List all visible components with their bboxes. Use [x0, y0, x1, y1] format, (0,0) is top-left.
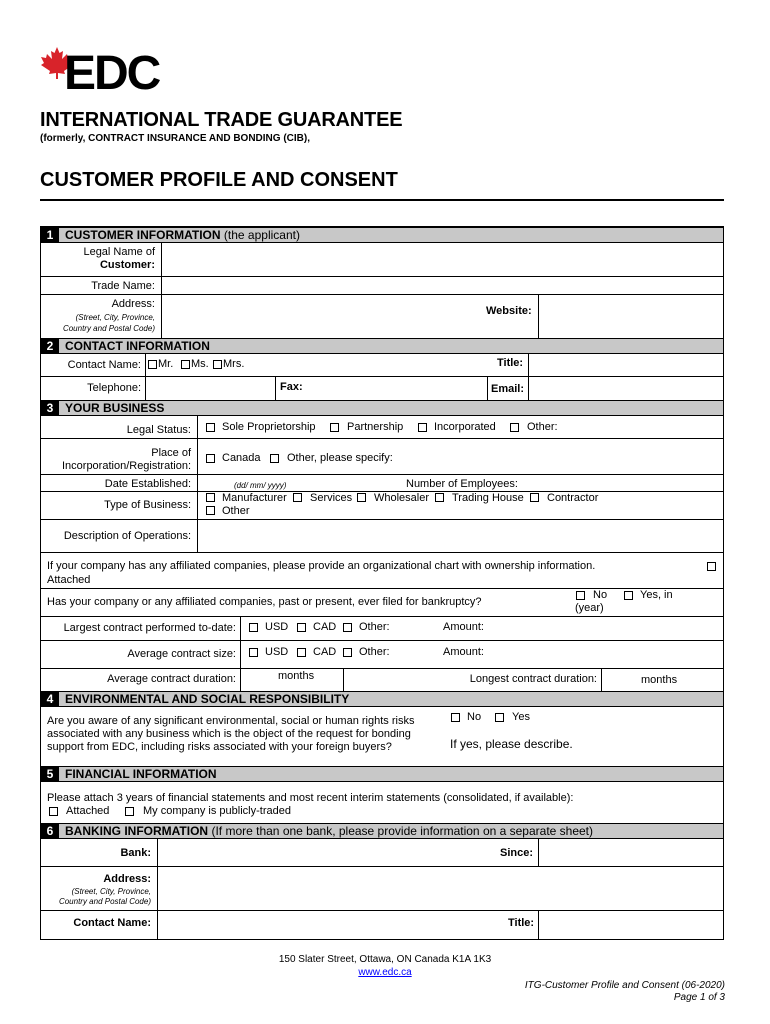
environmental-question-line-1: Are you aware of any significant environmental, social or human rights risks [47, 715, 415, 727]
logo-text: EDC [64, 47, 160, 100]
environmental-describe-field[interactable] [446, 709, 723, 766]
mr-label: Mr. [158, 358, 174, 370]
section-3-header: 3 YOUR BUSINESS [41, 400, 723, 416]
average-cad-label: CAD [313, 646, 337, 658]
environmental-describe-label: If yes, please describe. [450, 737, 573, 751]
form-container [40, 226, 724, 940]
other-country-label: Other, please specify: [287, 452, 393, 464]
section-4-header: 4 ENVIRONMENTAL AND SOCIAL RESPONSIBILITY [41, 691, 723, 707]
address-hint: (Street, City, Province, [75, 313, 155, 322]
bank-since-label: Since: [500, 847, 534, 859]
services-label: Services [310, 492, 353, 504]
bank-contact-name-label: Contact Name: [73, 917, 151, 929]
title-divider [40, 199, 724, 201]
description-of-operations-field[interactable] [198, 520, 723, 552]
website-field[interactable] [539, 295, 723, 338]
legal-status-label: Legal Status: [126, 424, 191, 436]
website-label: Website: [486, 305, 532, 317]
telephone-label: Telephone: [87, 382, 141, 394]
average-other-checkbox[interactable] [343, 648, 352, 657]
environmental-question-line-3: support from EDC, including risks associated with your foreign buyers? [47, 741, 392, 753]
page-subtitle: (formerly, CONTRACT INSURANCE AND BONDING (CIB), [40, 133, 310, 144]
largest-other-checkbox[interactable] [343, 623, 352, 632]
bank-contact-title-field[interactable] [539, 911, 723, 939]
publicly-traded-checkbox[interactable] [125, 807, 134, 816]
average-other-label: Other: [359, 646, 390, 658]
largest-cad-checkbox[interactable] [297, 623, 306, 632]
mr-checkbox[interactable] [148, 360, 157, 369]
bank-address-hint-2: Country and Postal Code) [58, 897, 151, 906]
longest-duration-label: Longest contract duration: [469, 673, 597, 685]
footer-website-link[interactable]: www.edc.ca [358, 967, 412, 978]
largest-amount-label: Amount: [443, 621, 484, 633]
contractor-checkbox[interactable] [530, 493, 539, 502]
average-duration-label: Average contract duration: [107, 673, 236, 685]
bank-address-field[interactable] [158, 867, 723, 910]
manufacturer-checkbox[interactable] [206, 493, 215, 502]
average-usd-label: USD [265, 646, 289, 658]
bank-contact-title-label: Title: [508, 917, 535, 929]
environmental-yes-label: Yes [512, 711, 530, 723]
incorporated-checkbox[interactable] [418, 423, 427, 432]
environmental-no-label: No [467, 711, 482, 723]
bank-address-hint: (Street, City, Province, [71, 887, 151, 896]
date-format-hint: (dd/ mm/ yyyy) [234, 481, 287, 490]
longest-duration-months: months [641, 674, 678, 686]
section-6-header: 6 BANKING INFORMATION (If more than one bank, please provide information on a separate sheet) [41, 823, 723, 839]
bankruptcy-no-label: No [593, 589, 608, 601]
contact-name-label: Contact Name: [67, 359, 141, 371]
org-chart-attached-label: Attached [47, 574, 91, 586]
email-label: Email: [491, 383, 525, 395]
address-field[interactable] [162, 295, 533, 338]
sole-proprietorship-label: Sole Proprietorship [222, 421, 316, 433]
bank-label: Bank: [120, 847, 151, 859]
contact-title-field[interactable] [529, 354, 723, 376]
place-label: Place of [151, 447, 191, 459]
average-contract-size-label: Average contract size: [127, 648, 236, 660]
other-country-checkbox[interactable] [270, 454, 279, 463]
telephone-field[interactable] [146, 377, 274, 400]
bankruptcy-year-label: (year) [575, 602, 604, 614]
place-label-2: Incorporation/Registration: [61, 460, 191, 472]
form-id: ITG-Customer Profile and Consent (06-2020) [524, 980, 725, 991]
contractor-label: Contractor [547, 492, 599, 504]
type-other-label: Other [222, 505, 250, 517]
bankruptcy-no-checkbox[interactable] [576, 591, 585, 600]
partnership-label: Partnership [347, 421, 404, 433]
incorporated-label: Incorporated [434, 421, 496, 433]
services-checkbox[interactable] [293, 493, 302, 502]
financials-attached-label: Attached [66, 805, 110, 817]
form-title: CUSTOMER PROFILE AND CONSENT [40, 169, 398, 191]
average-duration-months: months [278, 670, 315, 682]
bank-contact-name-field[interactable] [158, 911, 534, 939]
address-label: Address: [111, 298, 155, 310]
trade-name-field[interactable] [162, 277, 723, 294]
average-usd-checkbox[interactable] [249, 648, 258, 657]
manufacturer-label: Manufacturer [222, 492, 287, 504]
date-established-label: Date Established: [104, 478, 191, 490]
bankruptcy-question: Has your company or any affiliated companies, past or present, ever filed for bankruptcy? [47, 596, 482, 608]
largest-other-label: Other: [359, 621, 390, 633]
org-chart-attached-checkbox[interactable] [707, 562, 716, 571]
type-other-checkbox[interactable] [206, 506, 215, 515]
bankruptcy-yes-checkbox[interactable] [624, 591, 633, 600]
legal-name-label: Legal Name of [83, 246, 155, 258]
section-5-header: 5 FINANCIAL INFORMATION [41, 766, 723, 782]
fax-field[interactable] [307, 377, 487, 400]
average-cad-checkbox[interactable] [297, 648, 306, 657]
mrs-label: Mrs. [223, 358, 245, 370]
bank-address-label: Address: [103, 873, 151, 885]
average-amount-label: Amount: [443, 646, 484, 658]
section-1-header: 1 CUSTOMER INFORMATION (the applicant) [41, 227, 723, 243]
page-title: INTERNATIONAL TRADE GUARANTEE [40, 109, 403, 131]
trading-house-checkbox[interactable] [435, 493, 444, 502]
ms-checkbox[interactable] [181, 360, 190, 369]
legal-status-other-label: Other: [527, 421, 558, 433]
edc-logo [40, 46, 180, 102]
ms-label: Ms. [191, 358, 209, 370]
publicly-traded-label: My company is publicly-traded [143, 805, 291, 817]
largest-usd-checkbox[interactable] [249, 623, 258, 632]
wholesaler-label: Wholesaler [374, 492, 430, 504]
bankruptcy-yes-label: Yes, in [640, 589, 673, 601]
employees-label: Number of Employees: [406, 478, 518, 490]
wholesaler-checkbox[interactable] [357, 493, 366, 502]
type-of-business-label: Type of Business: [104, 499, 191, 511]
partnership-checkbox[interactable] [330, 423, 339, 432]
sole-proprietorship-checkbox[interactable] [206, 423, 215, 432]
legal-status-other-checkbox[interactable] [510, 423, 519, 432]
largest-cad-label: CAD [313, 621, 337, 633]
canada-label: Canada [222, 452, 261, 464]
fax-label: Fax: [280, 381, 303, 393]
trading-house-label: Trading House [452, 492, 524, 504]
largest-contract-label: Largest contract performed to-date: [63, 622, 236, 634]
largest-usd-label: USD [265, 621, 289, 633]
mrs-checkbox[interactable] [213, 360, 222, 369]
footer-address: 150 Slater Street, Ottawa, ON Canada K1A 1K3 [278, 954, 492, 965]
affiliated-companies-text: If your company has any affiliated companies, please provide an organizational chart with ownership information. [47, 560, 596, 572]
financials-attached-checkbox[interactable] [49, 807, 58, 816]
legal-name-field[interactable] [162, 243, 723, 276]
bank-since-field[interactable] [539, 839, 723, 866]
financial-info-text: Please attach 3 years of financial statements and most recent interim statements (consolidated, if available): [47, 792, 574, 804]
contact-title-label: Title: [497, 357, 524, 369]
environmental-question-line-2: associated with any business which is the object of the request for bonding [47, 728, 411, 740]
section-2-header: 2 CONTACT INFORMATION [41, 338, 723, 354]
description-of-operations-label: Description of Operations: [63, 530, 191, 542]
canada-checkbox[interactable] [206, 454, 215, 463]
legal-name-label-2: Customer: [99, 259, 155, 271]
email-field[interactable] [529, 377, 723, 400]
address-hint-2: Country and Postal Code) [62, 324, 155, 333]
bank-field[interactable] [158, 839, 534, 866]
trade-name-label: Trade Name: [91, 280, 155, 292]
page-number: Page 1 of 3 [673, 992, 725, 1003]
